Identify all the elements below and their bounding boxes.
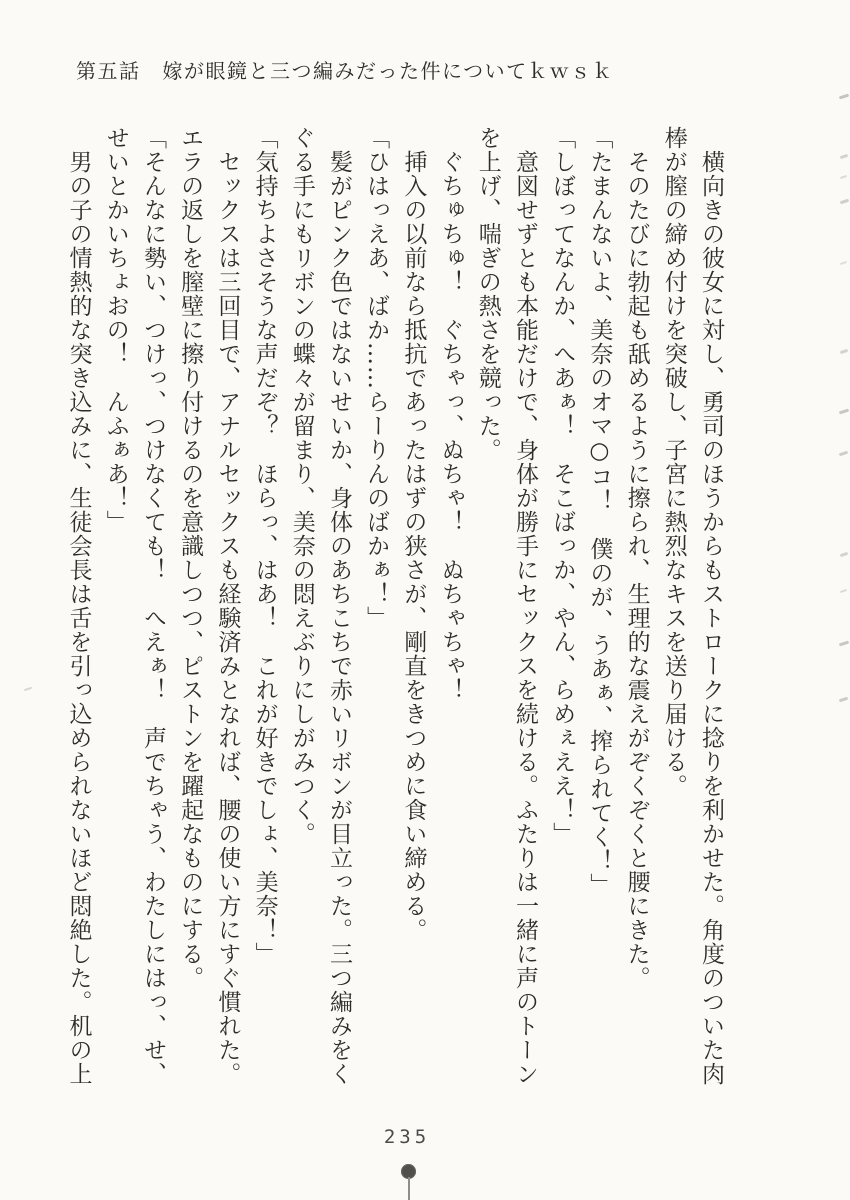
chapter-label: 第五話 bbox=[76, 59, 141, 83]
text-column: 「しぼってなんか、へあぁ！ そこばっか、やん、らめぇええ！」 bbox=[549, 126, 576, 846]
scan-artifact-mark bbox=[24, 687, 32, 691]
chapter-header bbox=[76, 55, 614, 84]
text-column: 横向きの彼女に対し、勇司のほうからもストロークに捻りを利かせた。角度のついた肉 bbox=[698, 126, 724, 1086]
text-column: そのたびに勃起も舐めるように擦られ、生理的な震えがぞくぞくと腰にきた。 bbox=[623, 126, 650, 990]
scan-artifact-mark bbox=[840, 154, 849, 159]
text-column: を上げ、喘ぎの熱さを競った。 bbox=[474, 126, 501, 462]
text-column: せいとかいちょおの！ んふぁあ！」 bbox=[102, 126, 129, 534]
text-column: 意図せずとも本能だけで、身体が勝手にセックスを続ける。ふたりは一緒に声のトーン bbox=[511, 126, 538, 1086]
text-column: ぐちゅちゅ！ ぐちゃっ、ぬちゃ！ ぬちゃちゃ！ bbox=[437, 126, 464, 702]
text-column: 男の子の情熱的な突き込みに、生徒会長は舌を引っ込められないほど悶絶した。机の上 bbox=[65, 126, 92, 1086]
scan-artifact-mark bbox=[840, 261, 847, 265]
text-column: 挿入の以前なら抵抗であったはずの狭さが、剛直をきつめに食い締める。 bbox=[400, 126, 427, 942]
text-column: 「気持ちよさそうな声だぞ？ ほらっ、はあ！ これが好きでしょ、美奈！」 bbox=[251, 126, 278, 966]
text-column: 棒が膣の締め付けを突破し、子宮に熱烈なキスを送り届ける。 bbox=[660, 126, 687, 798]
text-column: セックスは三回目で、アナルセックスも経験済みとなれば、腰の使い方にすぐ慣れた。 bbox=[214, 126, 241, 1086]
text-column: 「そんなに勢い、つけっ、つけなくても！ へえぁ！ 声でちゃう、わたしにはっ、せ、 bbox=[139, 126, 166, 1086]
text-column: 「ひはっえあ、ばか……らーりんのばかぁ！」 bbox=[363, 126, 390, 630]
scan-artifact-mark bbox=[840, 552, 849, 557]
scan-artifact-mark bbox=[840, 589, 847, 593]
text-column: 「たまんないよ、美奈のオマ○コ！ 僕のが、うあぁ、搾られてく！」 bbox=[586, 126, 613, 897]
scan-artifact-mark bbox=[839, 641, 849, 647]
text-column: 髪がピンク色ではないせいか、身体のあちこちで赤いリボンが目立った。三つ編みをく bbox=[325, 126, 352, 1086]
binding-line-mark bbox=[408, 1177, 410, 1200]
vertical-text-body bbox=[57, 126, 729, 1111]
page-number: 235 bbox=[383, 1126, 431, 1148]
scan-artifact-mark bbox=[840, 349, 849, 354]
scan-artifact-mark bbox=[840, 199, 849, 205]
scan-artifact-mark bbox=[839, 409, 849, 415]
chapter-title: 嫁が眼鏡と三つ編みだった件についてｋｗｓｋ bbox=[162, 59, 614, 83]
scan-artifact-mark bbox=[839, 697, 848, 703]
scan-artifact-mark bbox=[840, 175, 847, 179]
text-column: エラの返しを膣壁に擦り付けるのを意識しつつ、ピストンを躍起なものにする。 bbox=[177, 126, 204, 990]
scan-artifact-mark bbox=[839, 94, 849, 100]
scan-artifact-mark bbox=[839, 451, 848, 457]
text-column: ぐる手にもリボンの蝶々が留まり、美奈の悶えぶりにしがみつく。 bbox=[288, 126, 315, 846]
